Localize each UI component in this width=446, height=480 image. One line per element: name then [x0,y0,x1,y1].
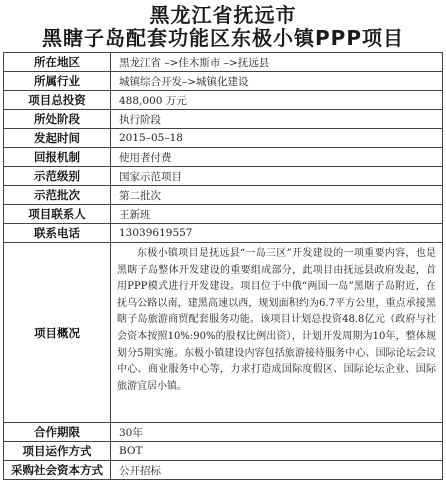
row-label: 发起时间 [4,129,111,148]
row-label: 所处阶段 [4,110,111,129]
table-row [4,205,443,224]
row-label: 所在地区 [4,53,111,72]
row-label: 示范级别 [4,167,111,186]
project-overview-text: 东极小镇项目是抚远县“一岛三区”开发建设的一项重要内容，也是黑瞎子岛整体开发建设的重要组成部分，此项目由抚远县政府发起，首用PPP模式进行开发建设。项目位于中俄“两国一岛”黑瞎子岛附近，在抚乌公路以南，建黑高速以西，规划面积约为6.7平方公里，重点承接黑瞎子岛旅游商贸配套服务功能。该项目计划总投资48.8亿元（政府与社会资本按照10%:90%的股权比例出资），计划开发周期为10年，整体规划分5期实施。东极小镇建设内容包括旅游接待服务中心、国际论坛会议中心、商业服务中心等，力求打造成国际度假区、国际论坛企业、国际旅游宜居小镇。 [111,243,443,423]
table-row [4,224,443,243]
row-label: 示范批次 [4,186,111,205]
table-row [4,53,443,72]
row-value: 国家示范项目 [111,167,443,186]
row-label: 回报机制 [4,148,111,167]
row-value: 13039619557 [111,224,443,243]
table-row [4,148,443,167]
row-value: 30年 [111,423,443,442]
table-row [4,72,443,91]
row-value: 2015–05–18 [111,129,443,148]
row-label: 项目概况 [4,243,111,423]
table-row [4,186,443,205]
row-value: BOT [111,442,443,461]
row-label: 联系电话 [4,224,111,243]
row-value: 公开招标 [111,461,443,480]
table-row [4,442,443,461]
row-value: 王新班 [111,205,443,224]
row-value: 执行阶段 [111,110,443,129]
row-label: 项目运作方式 [4,442,111,461]
title-line-2: 黑瞎子岛配套功能区东极小镇PPP项目 [42,26,404,50]
table-row [4,423,443,442]
row-label: 项目联系人 [4,205,111,224]
row-value: 城镇综合开发–>城镇化建设 [111,72,443,91]
row-value: 第二批次 [111,186,443,205]
row-value: 使用者付费 [111,148,443,167]
row-label: 项目总投资 [4,91,111,110]
table-row [4,110,443,129]
project-info-table [3,52,443,480]
row-label: 采购社会资本方式 [4,461,111,480]
row-value: 488,000 万元 [111,91,443,110]
row-value: 黑龙江省 –>佳木斯市 –>抚远县 [111,53,443,72]
page-header [0,0,446,52]
table-row [4,461,443,480]
row-label: 所属行业 [4,72,111,91]
row-label: 合作期限 [4,423,111,442]
title-line-1: 黑龙江省抚远市 [149,3,297,27]
table-row [4,167,443,186]
table-row [4,243,443,423]
table-row [4,129,443,148]
table-row [4,91,443,110]
